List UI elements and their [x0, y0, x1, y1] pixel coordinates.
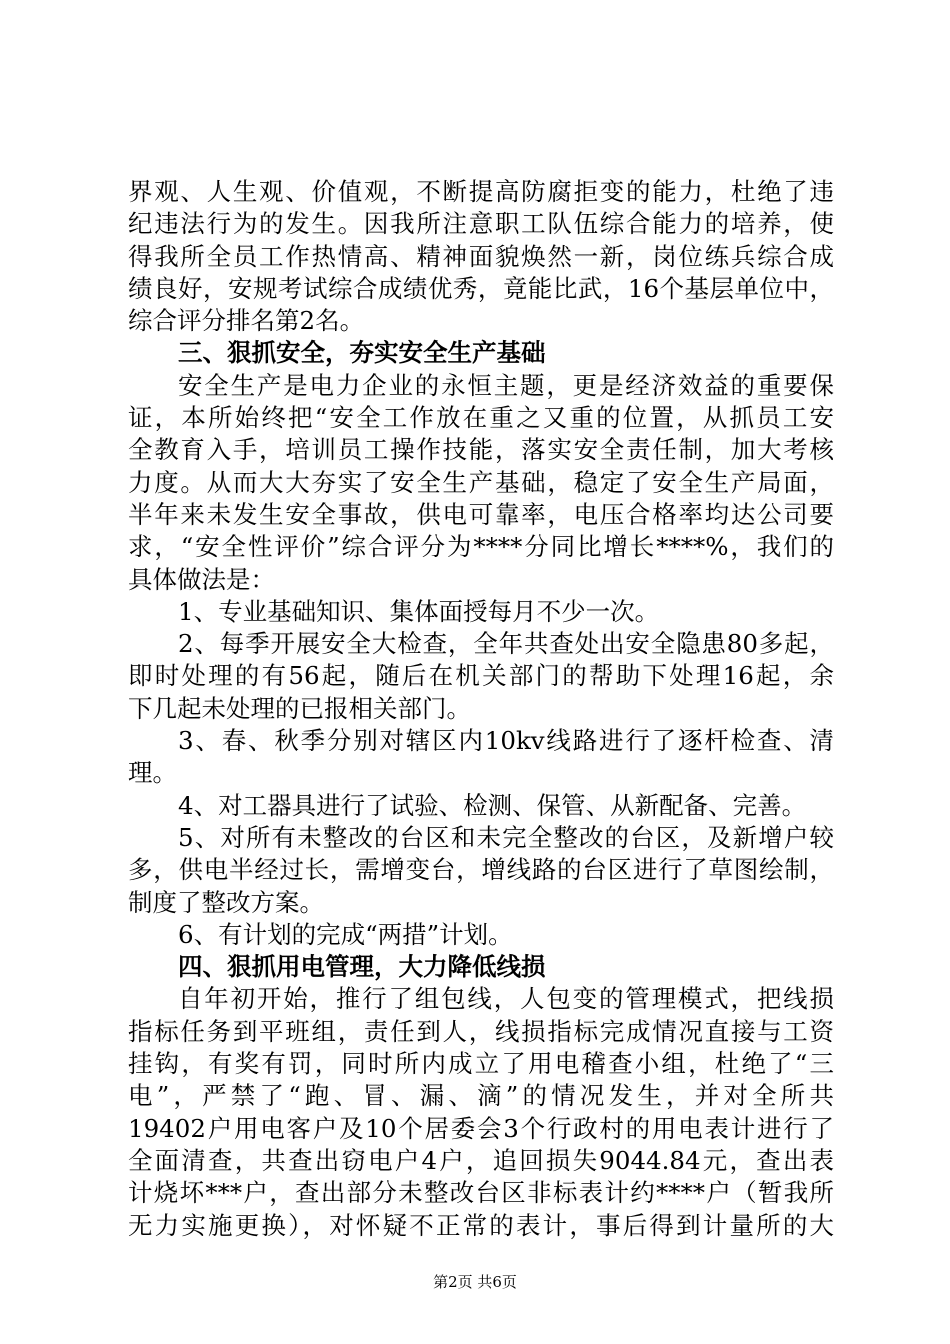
text-line: 纪违法行为的发生。因我所注意职工队伍综合能力的培养，使 [128, 209, 834, 239]
text-line: 指标任务到平班组，责任到人，线损指标完成情况直接与工资 [128, 1016, 834, 1046]
text-line: 力度。从而大大夯实了安全生产基础，稳定了安全生产局面， [128, 467, 834, 497]
text-line: 挂钩，有奖有罚，同时所内成立了用电稽查小组，杜绝了“三 [128, 1049, 834, 1079]
text-line: 具体做法是： [128, 564, 275, 594]
text-line: 即时处理的有56起，随后在机关部门的帮助下处理16起，余 [128, 661, 834, 691]
text-line: 绩良好，安规考试综合成绩优秀，竟能比武，16个基层单位中， [128, 273, 834, 303]
text-line: 全面清查，共查出窃电户4户，追回损失9044.84元，查出表 [128, 1145, 834, 1175]
section-heading: 三、狠抓安全，夯实安全生产基础 [178, 338, 546, 368]
text-line: 计烧坏***户，查出部分未整改台区非标表计约****户（暂我所 [128, 1178, 834, 1208]
text-line: 得我所全员工作热情高、精神面貌焕然一新，岗位练兵综合成 [128, 241, 834, 271]
text-line: 半年来未发生安全事故，供电可靠率，电压合格率均达公司要 [128, 499, 834, 529]
text-line: 19402户用电客户及10个居委会3个行政村的用电表计进行了 [128, 1113, 834, 1143]
text-line: 5、对所有未整改的台区和未完全整改的台区，及新增户较 [178, 822, 834, 852]
text-line: 安全生产是电力企业的永恒主题，更是经济效益的重要保 [178, 370, 834, 400]
text-line: 1、专业基础知识、集体面授每月不少一次。 [178, 596, 660, 626]
page-footer [0, 1272, 950, 1292]
text-line: 多，供电半经过长，需增变台，增线路的台区进行了草图绘制， [128, 855, 834, 885]
text-line: 证，本所始终把“安全工作放在重之又重的位置，从抓员工安 [128, 403, 834, 433]
text-line: 无力实施更换），对怀疑不正常的表计，事后得到计量所的大 [128, 1210, 834, 1240]
section-heading: 四、狠抓用电管理，大力降低线损 [178, 952, 546, 982]
text-line: 4、对工器具进行了试验、检测、保管、从新配备、完善。 [178, 790, 807, 820]
text-line: 3、春、秋季分别对辖区内10kv线路进行了逐杆检查、清 [178, 726, 834, 756]
document-body [128, 176, 834, 1242]
text-line: 自年初开始，推行了组包线，人包变的管理模式，把线损 [178, 984, 834, 1014]
text-line: 界观、人生观、价值观，不断提高防腐拒变的能力，杜绝了违 [128, 177, 834, 206]
text-line: 6、有计划的完成“两措”计划。 [178, 919, 513, 949]
page-number: 第2页 共6页 [433, 1273, 517, 1291]
text-line: 全教育入手，培训员工操作技能，落实安全责任制，加大考核 [128, 435, 834, 465]
text-line: 制度了整改方案。 [128, 887, 324, 917]
text-line: 理。 [128, 758, 177, 788]
text-line: 下几起未处理的已报相关部门。 [128, 693, 471, 723]
text-line: 综合评分排名第2名。 [128, 306, 365, 336]
text-line: 2、每季开展安全大检查，全年共查处出安全隐患80多起， [178, 629, 834, 659]
text-line: 电”，严禁了“跑、冒、漏、滴”的情况发生，并对全所共 [128, 1081, 834, 1111]
text-line: 求，“安全性评价”综合评分为****分同比增长****%，我们的 [128, 532, 834, 562]
